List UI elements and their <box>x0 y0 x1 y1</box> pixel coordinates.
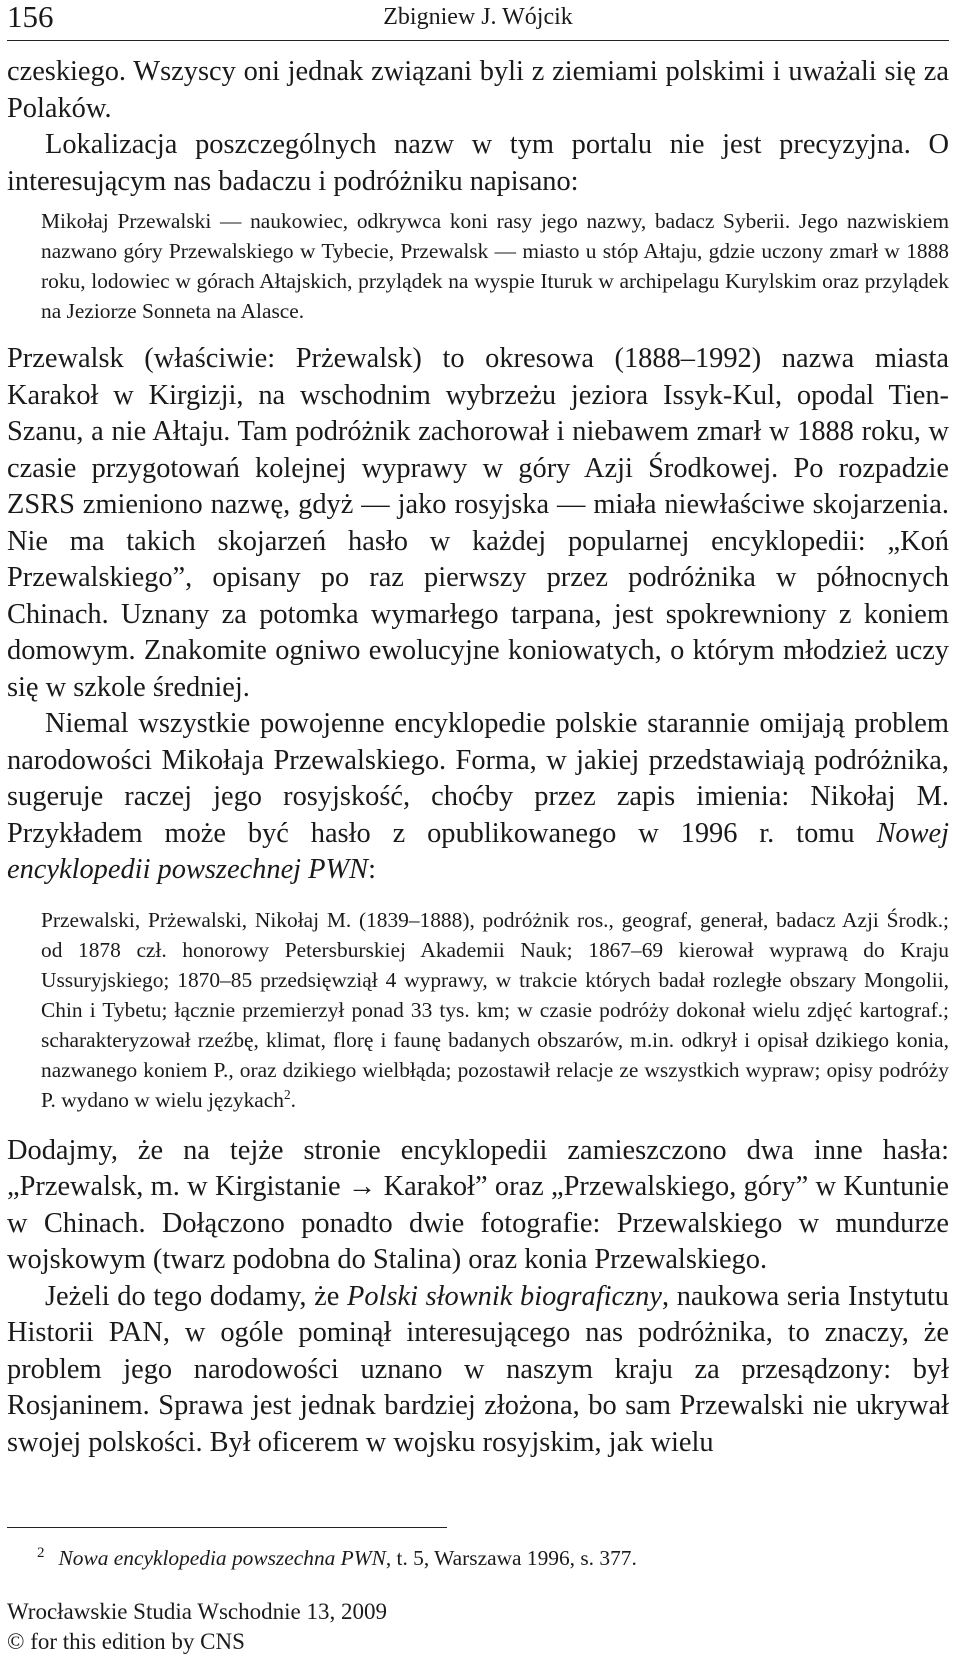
paragraph-6-start: Jeżeli do tego dodamy, że <box>45 1280 348 1312</box>
paragraph-2: Lokalizacja poszczególnych nazw w tym portalu nie jest precyzyjna. O interesującym nas badaczu i podróżniku napisano: <box>7 129 949 197</box>
copyright-notice: © for this edition by CNS <box>7 1629 245 1654</box>
block-quote-1 <box>7 206 949 326</box>
footnote-reference[interactable]: 2 <box>283 1086 291 1102</box>
encyclopedia-title: Nowej encyklopedii powszechnej PWN <box>7 817 949 885</box>
journal-citation: Wrocławskie Studia Wschodnie 13, 2009 <box>7 1599 387 1624</box>
footnote-title: Nowa encyklopedia powszechna PWN <box>58 1546 386 1571</box>
paragraph-5: Dodajmy, że na tejże stronie encyklopedii zamieszczono dwa inne hasła: „Przewalsk, m. w Kirgistanie → Karakoł” oraz „Przewalskiego, góry” w Kuntunie w Chinach. Dołączono ponadto dwie fotografie: Przewalskiego w mundurze wojskowym (twarz podobna do Stalina) oraz konia Przewalskiego. <box>7 1134 949 1275</box>
page-footer <box>7 1597 387 1657</box>
footnote <box>37 1539 937 1572</box>
block-quote-2-text <box>41 905 949 1115</box>
paragraph-1: czeskiego. Wszyscy oni jednak związani byli z ziemiami polskimi i uważali się za Polaków. <box>7 56 949 124</box>
block-quote-2-body: Przewalski, Prżewalski, Nikołaj M. (1839–1888), podróżnik ros., geograf, generał, badacz Azji Środk.; od 1878 czł. honorowy Petersburskiej Akademii Nauk; 1867–69 kierował wyprawą do Kraju Ussuryjskiego; 1870–85 przedsięwziął 4 wyprawy, w trakcie których badał rozległe obszary Mongolii, Chin i Tybetu; łącznie przemierzył ponad 33 tys. km; w czasie podróży dokonał wielu zdjęć kartograf.; scharakteryzował rzeźbę, klimat, florę i faunę badanych obszarów, m.in. odkrył i opisał dzikiego konia, nazwanego koniem P., oraz dzikiego wielbłąda; pozostawił relacje ze wszystkich wypraw; opisy podróży P. wydano w wielu językach <box>41 907 949 1112</box>
paragraph-4-end: : <box>368 854 376 885</box>
paragraph-6-rest: , naukowa seria Instytutu Historii PAN, w ogóle pominął interesującego nas podróżnika, to znaczy, że problem jego narodowości uznano w naszym kraju za przesądzony: był Rosjaninem. Sprawa jest jednak bardziej złożona, bo sam Przewalski nie ukrywał swojej polskości. Był oficerem w wojsku rosyjskim, jak wielu <box>7 1280 949 1458</box>
body-text <box>7 54 949 1461</box>
paragraph-4-text: Niemal wszystkie powojenne encyklopedie polskie starannie omijają problem narodowości Mikołaja Przewalskiego. Forma, w jakiej przedstawiają podróżnika, sugeruje raczej jego rosyjskość, choćby przez zapis imienia: Nikołaj M. Przykładem może być hasło z opublikowanego w 1996 r. tomu <box>7 708 949 849</box>
block-quote-2 <box>7 905 949 1115</box>
dictionary-title: Polski słownik biograficzny <box>347 1280 662 1312</box>
running-head: Zbigniew J. Wójcik <box>383 4 573 30</box>
block-quote-2-end: . <box>290 1087 296 1112</box>
paragraph-6 <box>7 1279 949 1462</box>
block-quote-1-text: Mikołaj Przewalski — naukowiec, odkrywca koni rasy jego nazwy, badacz Syberii. Jego nazwiskiem nazwano góry Przewalskiego w Tybecie, Przewalsk — miasto u stóp Ałtaju, gdzie uczony zmarł w 1888 roku, lodowiec w górach Ałtajskich, przylądek na wyspie Ituruk w archipelagu Kurylskim oraz przylądek na Jeziorze Sonneta na Alasce. <box>41 209 949 323</box>
footnote-rest: , t. 5, Warszawa 1996, s. 377. <box>385 1546 637 1571</box>
paragraph-4 <box>7 706 949 889</box>
footnote-divider <box>7 1527 447 1528</box>
paragraph-3: Przewalsk (właściwie: Prżewalsk) to okresowa (1888–1992) nazwa miasta Karakoł w Kirgizji, na wschodnim wybrzeżu jeziora Issyk-Kul, opodal Tien-Szanu, a nie Ałtaju. Tam podróżnik zachorował i niebawem zmarł w 1888 roku, w czasie przygotowań kolejnej wyprawy w góry Azji Środkowej. Po rozpadzie ZSRS zmieniono nazwę, gdyż — jako rosyjska — miała niewłaściwe skojarzenia. Nie ma takich skojarzeń hasło w każdej popularnej encyklopedii: „Koń Przewalskiego”, opisany po raz pierwszy przez podróżnika w północnych Chinach. Uznany za potomka wymarłego tarpana, jest spokrewniony z koniem domowym. Znakomite ogniwo ewolucyjne koniowatych, o którym młodzież uczy się w szkole średniej. <box>7 343 949 703</box>
page-number: 156 <box>7 0 54 34</box>
page-header <box>7 0 949 41</box>
footnote-mark: 2 <box>37 1545 45 1561</box>
